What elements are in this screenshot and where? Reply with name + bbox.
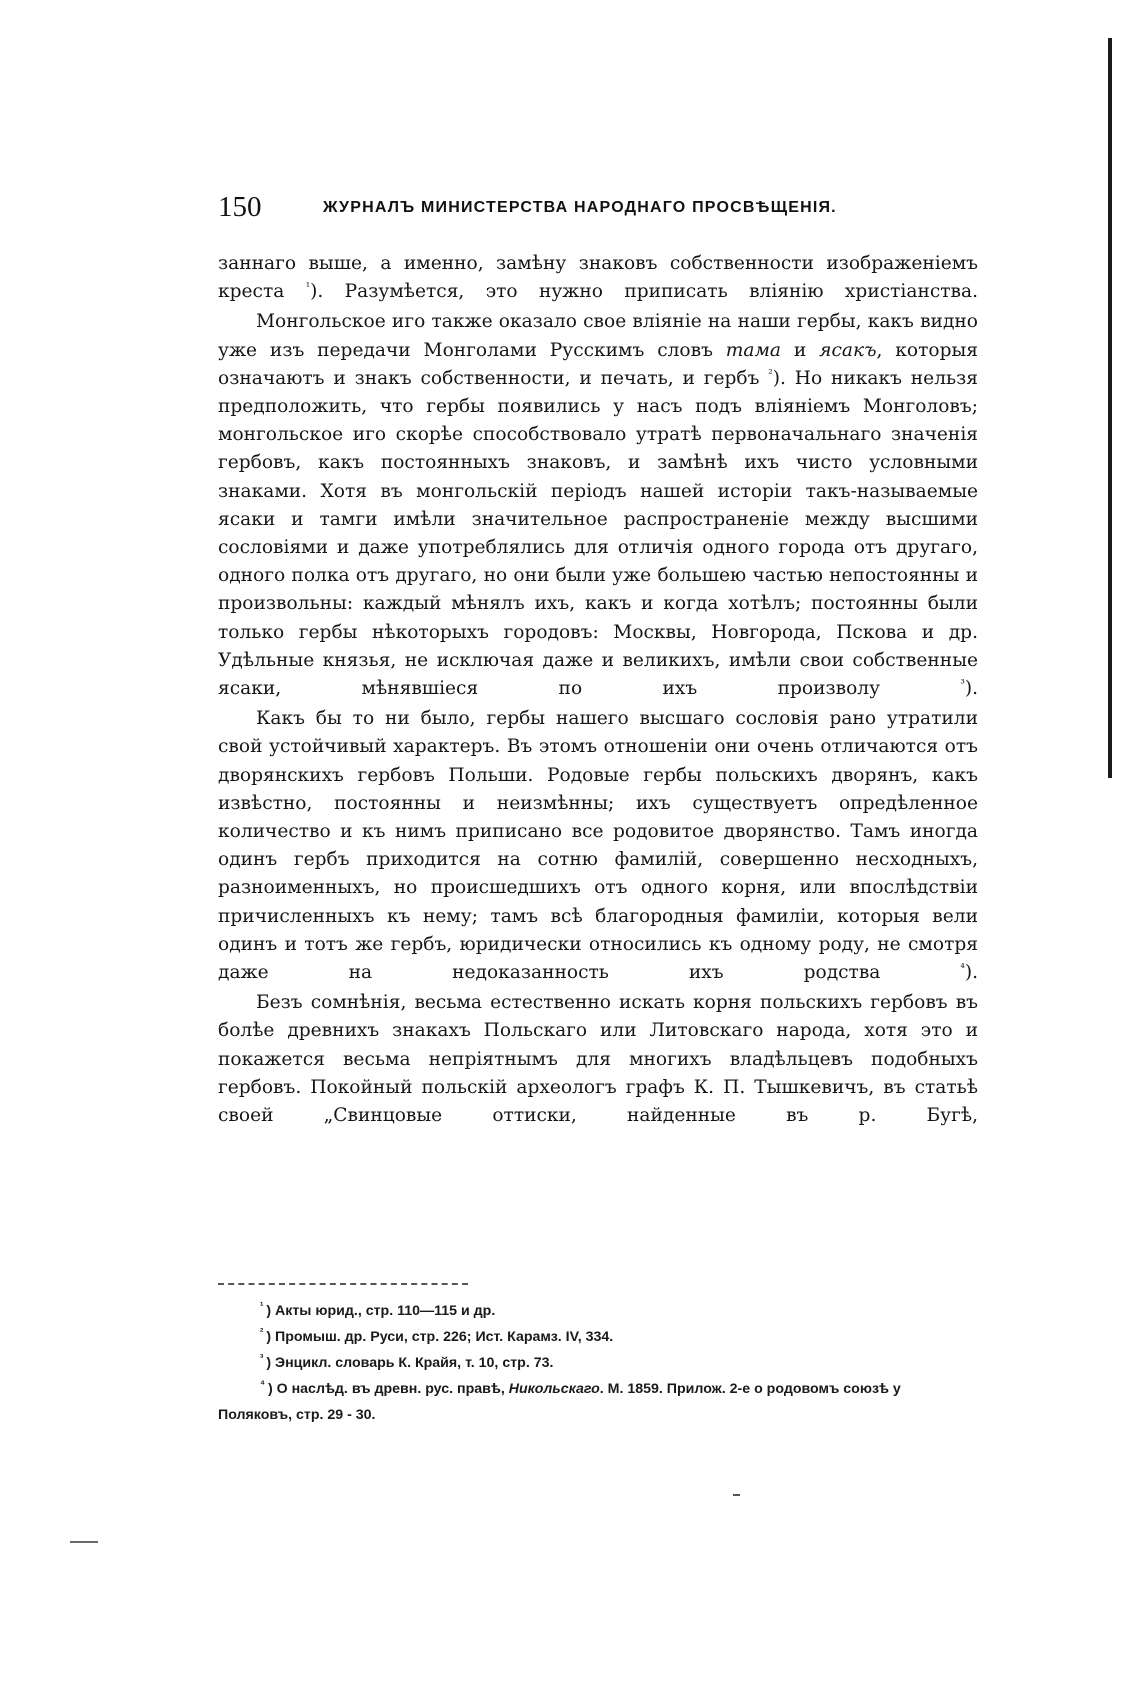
footnote-2 <box>218 1324 978 1350</box>
text-run: ). Но никакъ нельзя предположить, что гербы появились у насъ подъ вліяніемъ Монголовъ; монгольское иго скорѣе способствовало утратѣ первоначальнаго значенія гербовъ, какъ постоянныхъ знаковъ, и замѣнѣ ихъ чисто условными знаками. Хотя въ монгольскій періодъ нашей исторіи такъ-называемые ясаки и тамги имѣли значительное распространеніе между высшими сословіями и даже употреблялись для отличія одного города отъ другаго, одного полка отъ другаго, но они были уже большею частью непостоянны и произвольны: каждый мѣнялъ ихъ, какъ и когда хотѣлъ; постоянны были только гербы нѣкоторыхъ городовъ: Москвы, Новгорода, Пскова и др. Удѣльные князья, не исключая даже и великихъ, имѣли свои собственные ясаки, мѣнявшіеся по ихъ произволу <box>218 367 978 700</box>
text-run: и <box>781 339 820 361</box>
page-edge-line <box>1108 38 1112 778</box>
footnote-ref-2: ² <box>768 366 773 380</box>
footnote-ref-1: ¹ <box>305 280 311 294</box>
footnote-number: ⁴ <box>260 1379 265 1391</box>
page-header <box>218 190 978 224</box>
footnote-italic-author: Никольскаго <box>508 1381 600 1397</box>
running-title: ЖУРНАЛЪ МИНИСТЕРСТВА НАРОДНАГО ПРОСВѢЩЕНІЯ. <box>323 199 837 216</box>
footnote-separator <box>218 1283 468 1285</box>
page-number: 150 <box>218 191 262 223</box>
text-run: Безъ сомнѣнія, весьма естественно искать корня польскихъ гербовъ въ болѣе древнихъ знакахъ Польскаго или Литовскаго народа, хотя это и покажется весьма непріятнымъ для многихъ владѣльцевъ подобныхъ гербовъ. Покойный польскій археологъ графъ К. П. Тышкевичъ, въ статьѣ своей „Свинцовые оттиски, найденные въ р. Бугѣ, <box>218 992 978 1127</box>
print-artifact-mark <box>733 1494 740 1496</box>
paragraph-4 <box>218 989 978 1130</box>
footnote-number: ³ <box>260 1353 264 1365</box>
text-run: ). <box>964 962 978 984</box>
text-run: заннаго выше, а именно, замѣну знаковъ собственности изображеніемъ креста <box>218 253 978 303</box>
body-text <box>218 250 978 1130</box>
footnote-4 <box>218 1376 978 1428</box>
footnote-text: ) Энцикл. словарь К. Крайя, т. 10, стр. 73. <box>266 1355 554 1371</box>
text-run: ). Разумѣется, это нужно приписать вліянію христіанства. <box>310 281 978 303</box>
text-run: , которыя означаютъ и знакъ собственности, и печать, и гербъ <box>218 339 978 389</box>
text-run: Монгольское иго также оказало свое вліяніе на наши гербы, какъ видно уже изъ передачи Монголами Русскимъ словъ <box>218 311 978 361</box>
paragraph-2 <box>218 308 978 703</box>
footnote-number: ¹ <box>260 1301 264 1313</box>
footnote-text: . М. 1859. Прилож. 2-е о родовомъ союзѣ у Поляковъ, стр. 29 - 30. <box>218 1381 901 1423</box>
italic-term-yasak: ясакъ <box>819 339 877 361</box>
footnote-number: ² <box>260 1327 264 1339</box>
footnote-3 <box>218 1350 978 1376</box>
paragraph-3 <box>218 705 978 987</box>
footnote-ref-4: ⁴ <box>960 960 965 974</box>
text-run: Какъ бы то ни было, гербы нашего высшаго сословія рано утратили свой устойчивый характеръ. Въ этомъ отношеніи они очень отличаются отъ дворянскихъ гербовъ Польши. Родовые гербы польскихъ дворянъ, какъ извѣстно, постоянны и неизмѣнны; ихъ существуетъ опредѣленное количество и къ нимъ приписано все родовитое дворянство. Тамъ иногда одинъ гербъ приходится на сотню фамилій, совершенно несходныхъ, разноименныхъ, но происшедшихъ отъ одного корня, или впослѣдствіи причисленныхъ къ нему; тамъ всѣ благородныя фамиліи, которыя вели одинъ и тотъ же гербъ, юридически относились къ одному роду, не смотря даже на недоказанность ихъ родства <box>218 708 978 984</box>
footnote-text: ) Акты юрид., стр. 110—115 и др. <box>266 1303 496 1319</box>
footnote-ref-3: ³ <box>960 676 965 690</box>
footnotes <box>218 1298 978 1428</box>
italic-term-tama: тама <box>725 339 782 361</box>
footnote-text: ) Промыш. др. Руси, стр. 226; Ист. Карамз. IV, 334. <box>266 1329 614 1345</box>
text-run: ). <box>964 678 978 700</box>
footnote-1 <box>218 1298 978 1324</box>
footnote-text: ) О наслѣд. въ древн. рус. правѣ, <box>267 1381 509 1397</box>
paragraph-1 <box>218 250 978 306</box>
print-artifact-line <box>70 1541 98 1543</box>
